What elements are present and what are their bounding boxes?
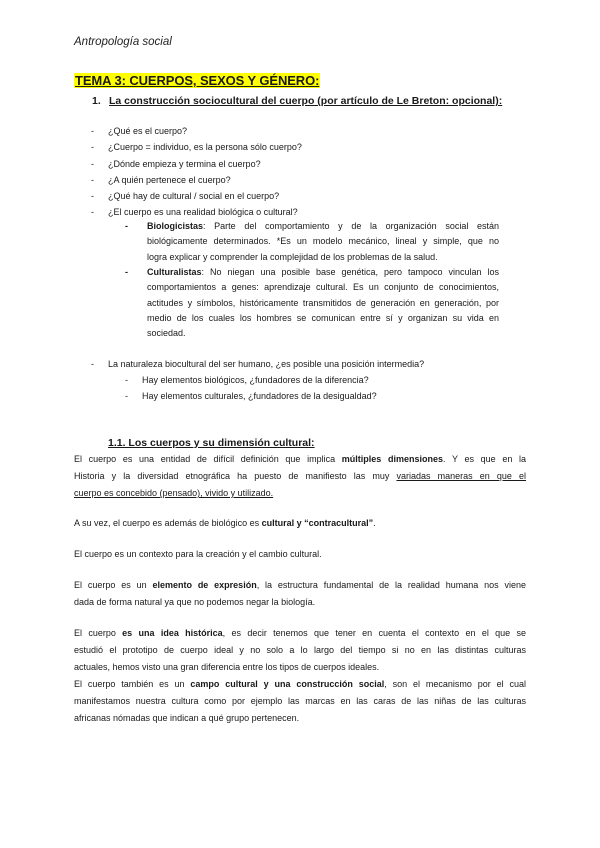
list-item: - ¿Cuerpo = individuo, es la persona sólo cuerpo? — [91, 142, 302, 158]
bullet: - — [91, 142, 94, 153]
bullet: - — [125, 375, 128, 385]
paragraph: El cuerpo es un contexto para la creación y el cambio cultural. — [74, 549, 322, 559]
list-item: - La naturaleza biocultural del ser humano, ¿es posible una posición intermedia? — [91, 359, 425, 369]
bullet: - — [91, 191, 94, 202]
bullet: - — [91, 126, 94, 136]
heading-number: 1. — [92, 95, 101, 107]
list-item: - ¿El cuerpo es una realidad biológica o cultural? — [91, 207, 302, 223]
list-item: - Hay elementos biológicos, ¿fundadores de la diferencia? — [125, 375, 369, 385]
bullet: - — [91, 174, 94, 185]
culturalistas-term: Culturalistas — [147, 267, 202, 277]
section-heading-2: 1.1. Los cuerpos y su dimensión cultural: — [108, 437, 315, 449]
paragraph: El cuerpo es un elemento de expresión, la estructura fundamental de la realidad humana nos viene dada de forma natural ya que no podemos negar la biología. — [74, 580, 526, 607]
paragraph: El cuerpo es una idea histórica, es decir tenemos que tener en cuenta el contexto en el que se estudió el prototipo de cuerpo ideal y no solo a lo largo del tiempo si no en las distintas culturas actuales, hemos visto una gran diferencia entre los tipos de cuerpos ideales. El cuerpo también es un campo cultural y una construcción social, son el mecanismo por el cual manifestamos nuestra cultura como por ejemplo las marcas en las caras de las niñas de las culturas africanas nómadas que indican a qué grupo pertenecen. — [74, 628, 527, 723]
section-heading-1 — [92, 95, 502, 107]
document-page: Antropología social TEMA 3: CUERPOS, SEXOS Y GÉNERO: 1. La construcción sociocultural del cuerpo (por artículo de Le Breton: opcional): - ¿Qué es el cuerpo? - ¿Cuerpo = individuo, es la persona sólo cuerpo? - ¿Dónde empieza y termina el cuerpo? - ¿A quién pertenece el cuerpo? - ¿Qué hay de cultural / social en el cuerpo? - ¿El cuerpo es una realidad biológica o cultural? - Biologicistas: Parte del comportamiento y de la organización social están biológicamente determinados. *Es un modelo mecánico, lineal y simple, que no logra explicar y comprender la complejidad de los problemas de la salud. - Culturalistas: No niegan una posible base genética, pero tampoco vinculan los comportamientos a genes: aprendizaje cultural. Es un conjunto de conocimientos, actitudes y símbolos, históricamente transmitidos de generación en generación, por medio de los cuales los hombres se comunican entre sí y organizan su vida en sociedad. - La naturaleza biocultural del ser humano, ¿es posible una posición intermedia? - Hay elementos biológicos, ¿fundadores de la diferencia? - Hay elementos culturales, ¿fundadores de la desigualdad? 1.1. Los cuerpos y su dimensión cultural: El cuerpo es una entidad de difícil definición que implica múltiples dimensiones. Y es que en la Historia y la diversidad etnográfica ha puesto de manifiesto las muy variadas maneras en que el cuerpo es concebido (pensado), vivido y utilizado. A su vez, el cuerpo es además de biológico es cultural y “contracultural”. El cuerpo es un contexto para la creación y el cambio cultural. El cuerpo es un elemento de expresión, la estructura fundamental de la realidad humana nos viene dada de forma natural ya que no podemos negar la biología. El cuerpo es una idea histórica, es decir tenemos que tener en cuenta el contexto en el que se estudió el prototipo de cuerpo ideal y no solo a lo largo del tiempo si no en las distintas culturas actuales, hemos visto una gran diferencia entre los tipos de cuerpos ideales. El cuerpo también es un campo cultural y una construcción social, son el mecanismo por el cual manifestamos nuestra cultura como por ejemplo las marcas en las caras de las niñas de las culturas africanas nómadas que indican a qué grupo pertenecen. — [0, 0, 600, 848]
biologicistas-term: Biologicistas — [147, 221, 204, 231]
page-title: TEMA 3: CUERPOS, SEXOS Y GÉNERO: — [75, 73, 320, 88]
bullet: - — [125, 391, 128, 401]
list-item: - ¿A quién pertenece el cuerpo? — [91, 175, 302, 191]
list-item: - Hay elementos culturales, ¿fundadores de la desigualdad? — [125, 391, 377, 401]
list-item: - ¿Qué hay de cultural / social en el cuerpo? — [91, 191, 302, 207]
list-item: - ¿Qué es el cuerpo? — [91, 126, 302, 142]
paragraph: A su vez, el cuerpo es además de biológico es cultural y “contracultural”. — [74, 518, 376, 528]
list-item: - ¿Dónde empieza y termina el cuerpo? — [91, 159, 302, 175]
bullet: - — [91, 207, 94, 218]
page-header: Antropología social — [74, 36, 172, 48]
bullet: - — [91, 359, 94, 369]
dash: - — [125, 267, 128, 277]
paragraph: El cuerpo es una entidad de difícil definición que implica múltiples dimensiones. Y es que en la Historia y la diversidad etnográfica ha puesto de manifiesto las muy variadas maneras en que el cuerpo es concebido (pensado), vivido y utilizado. — [74, 454, 527, 498]
heading-text: La construcción sociocultural del cuerpo (por artículo de Le Breton: opcional): — [109, 95, 503, 107]
question-list — [91, 126, 302, 224]
dash: - — [125, 221, 128, 231]
bullet: - — [91, 158, 94, 169]
